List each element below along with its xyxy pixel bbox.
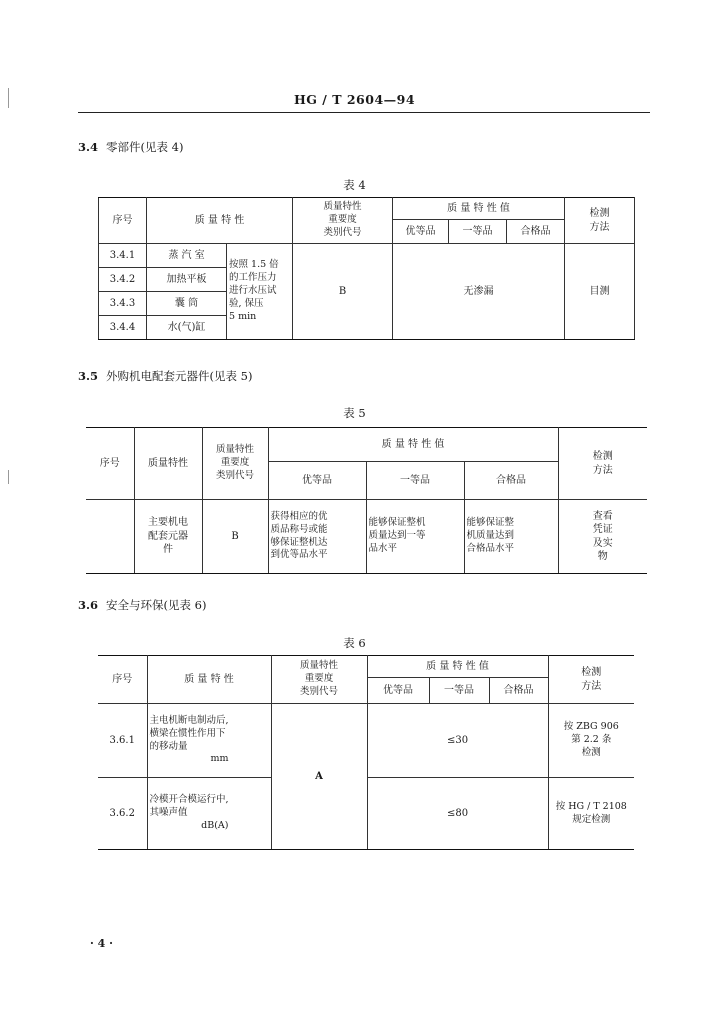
t4-header-char: 质 量 特 性 xyxy=(147,198,293,244)
t6-row-no: 3.6.1 xyxy=(98,704,147,778)
section-number: 3.6 xyxy=(78,598,99,612)
t5-header-code: 质量特性 重要度 类别代号 xyxy=(202,428,268,500)
t4-row-part: 蒸 汽 室 xyxy=(147,244,227,268)
t5-header-method: 检测 方法 xyxy=(558,428,647,500)
t6-header-grade2: 一等品 xyxy=(429,678,489,704)
t6-row-no: 3.6.2 xyxy=(98,778,147,850)
t4-header-method: 检测 方法 xyxy=(565,198,635,244)
section-title: 零部件(见表 4) xyxy=(106,140,184,154)
t5-row-grade2: 能够保证整机 质量达到一等 品水平 xyxy=(366,500,464,574)
t6-row-unit: dB(A) xyxy=(201,819,229,831)
table4-caption: 表 4 xyxy=(343,178,366,192)
t4-value: 无渗漏 xyxy=(393,244,565,340)
t4-method: 目测 xyxy=(565,244,635,340)
t6-header-code: 质量特性 重要度 类别代号 xyxy=(271,656,367,704)
table-5 xyxy=(86,427,647,574)
t5-header-grade1: 优等品 xyxy=(268,462,366,500)
t6-row-method: 按 ZBG 906 第 2.2 条 检测 xyxy=(548,704,634,778)
t4-code: B xyxy=(293,244,393,340)
section-title: 外购机电配套元器件(见表 5) xyxy=(106,369,253,383)
t5-row-char: 主要机电 配套元器 件 xyxy=(134,500,202,574)
t4-condition: 按照 1.5 倍 的工作压力 进行水压试 验, 保压 5 min xyxy=(227,244,293,340)
scan-mark xyxy=(8,470,9,484)
t6-row-unit: mm xyxy=(210,753,229,765)
t4-header-grade1: 优等品 xyxy=(393,220,449,244)
t6-code: A xyxy=(271,704,367,850)
t4-row-no: 3.4.2 xyxy=(99,268,147,292)
section-3-4-heading xyxy=(78,139,183,155)
t6-header-method: 检测 方法 xyxy=(548,656,634,704)
section-number: 3.5 xyxy=(78,369,99,383)
t4-row-no: 3.4.1 xyxy=(99,244,147,268)
t6-row-char xyxy=(147,704,271,778)
t5-row-grade3: 能够保证整 机质量达到 合格品水平 xyxy=(464,500,558,574)
t4-header-grade3: 合格品 xyxy=(507,220,565,244)
page-number: · 4 · xyxy=(90,937,113,950)
t5-header-grade2: 一等品 xyxy=(366,462,464,500)
t6-row-char-text: 冷模开合模运行中, 其噪声值 xyxy=(149,794,229,819)
t4-row-part: 水(气)缸 xyxy=(147,316,227,340)
section-3-6-heading xyxy=(78,597,206,613)
section-title: 安全与环保(见表 6) xyxy=(106,598,207,612)
t4-row-no: 3.4.4 xyxy=(99,316,147,340)
t5-header-values: 质 量 特 性 值 xyxy=(268,428,558,462)
t4-header-values: 质 量 特 性 值 xyxy=(393,198,565,220)
t6-header-values: 质 量 特 性 值 xyxy=(367,656,548,678)
table-4 xyxy=(98,197,635,340)
t6-header-grade3: 合格品 xyxy=(489,678,548,704)
t5-header-no: 序号 xyxy=(86,428,134,500)
table5-caption: 表 5 xyxy=(343,406,366,420)
t6-header-char: 质 量 特 性 xyxy=(147,656,271,704)
t5-row-method: 查看 凭证 及实 物 xyxy=(558,500,647,574)
t4-row-part: 囊 筒 xyxy=(147,292,227,316)
page-header: HG / T 2604—94 xyxy=(293,92,416,107)
t6-row-char xyxy=(147,778,271,850)
t6-header-no: 序号 xyxy=(98,656,147,704)
t4-header-no: 序号 xyxy=(99,198,147,244)
t6-row-value: ≤80 xyxy=(367,778,548,850)
t6-row-char-text: 主电机断电制动后, 横梁在惯性作用下 的移动量 xyxy=(149,714,229,752)
table-6 xyxy=(98,655,634,850)
t6-row-value: ≤30 xyxy=(367,704,548,778)
t5-row-no xyxy=(86,500,134,574)
t4-row-part: 加热平板 xyxy=(147,268,227,292)
t4-row-no: 3.4.3 xyxy=(99,292,147,316)
t4-header-grade2: 一等品 xyxy=(449,220,507,244)
t5-header-grade3: 合格品 xyxy=(464,462,558,500)
section-number: 3.4 xyxy=(78,140,99,154)
t5-row-grade1: 获得相应的优 质品称号或能 够保证整机达 到优等品水平 xyxy=(268,500,366,574)
t6-header-grade1: 优等品 xyxy=(367,678,429,704)
section-3-5-heading xyxy=(78,368,252,384)
t5-row-code: B xyxy=(202,500,268,574)
t4-header-code: 质量特性 重要度 类别代号 xyxy=(293,198,393,244)
t5-header-char: 质量特性 xyxy=(134,428,202,500)
t6-row-method: 按 HG / T 2108 规定检测 xyxy=(548,778,634,850)
header-rule xyxy=(78,112,650,113)
table6-caption: 表 6 xyxy=(343,636,366,650)
